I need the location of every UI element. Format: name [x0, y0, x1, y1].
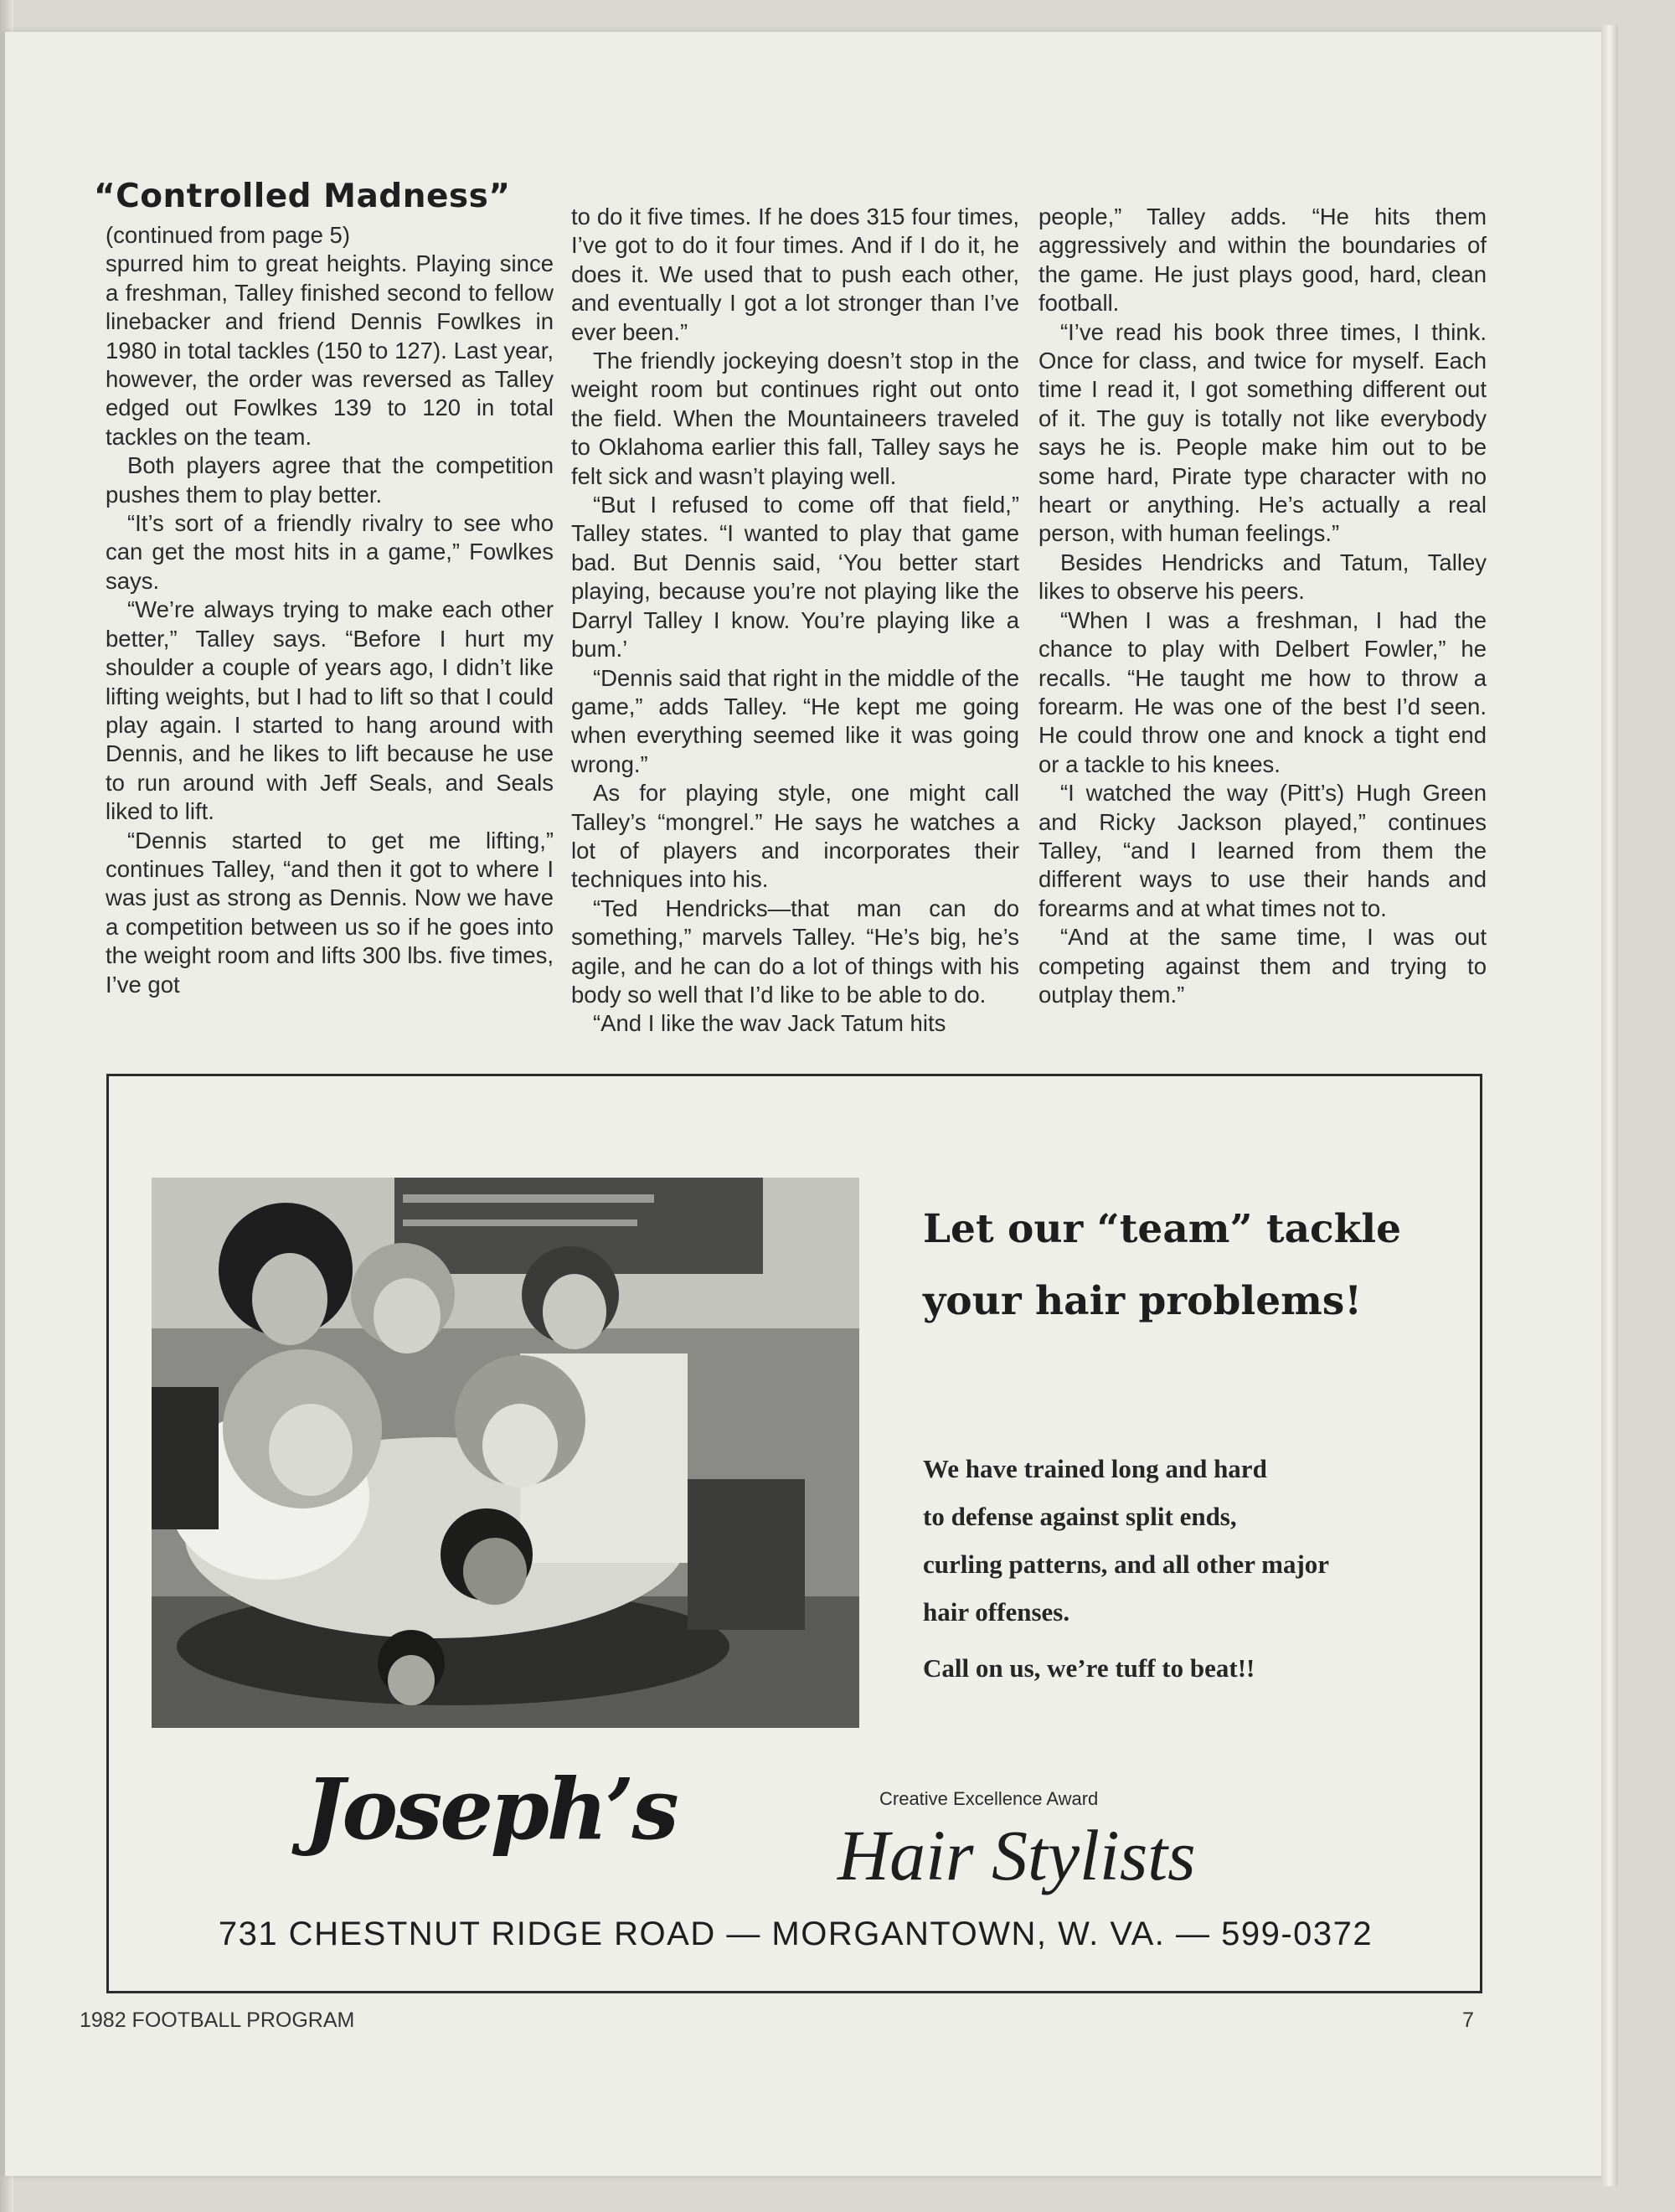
article-paragraph: “Ted Hendricks—that man can do something,” marvels Talley. “He’s big, he’s agile, and he can do a lot of things with his body so well that I’d like to be able to do. [571, 895, 1019, 1008]
article-paragraph: “It’s sort of a friendly rivalry to see who can get the most hits in a game,” Fowlkes says. [106, 510, 554, 594]
article-headline: “Controlled Madness” [94, 178, 511, 215]
ad-body-line: curling patterns, and all other major [923, 1549, 1330, 1579]
page-number: 7 [1462, 2008, 1474, 2032]
ad-body-line: hair offenses. [923, 1597, 1070, 1627]
article-paragraph: “And I like the wav Jack Tatum hits [593, 1010, 946, 1037]
article-paragraph: to do it five times. If he does 315 four times, I’ve got to do it four times. And if I do it, he does it. We used that to push each other, and eventually I got a lot stronger than I’ve ever been.” [571, 204, 1019, 345]
article-paragraph: (continued from page 5) [106, 222, 350, 248]
article-paragraph: The friendly jockeying doesn’t stop in the weight room but continues right out onto the field. When the Mountaineers traveled to Oklahoma earlier this fall, Talley says he felt sick and wasn’t playing well. [571, 348, 1019, 489]
article-paragraph: “But I refused to come off that field,” Talley states. “I wanted to play that game bad. But Dennis said, ‘You better start playing, because you’re not playing like the Darryl Talley I know. You’re playing like a bum.’ [571, 492, 1019, 663]
advertisement-box [106, 1074, 1482, 1993]
brand-logo-script: Joseph’s [305, 1760, 677, 1859]
article-column-2 [571, 203, 1019, 1039]
article-paragraph: “And at the same time, I was out competing against them and trying to outplay them.” [1038, 924, 1487, 1008]
article-paragraph: people,” Talley adds. “He hits them aggressively and within the boundaries of the game. He just plays good, hard, clean football. [1038, 204, 1487, 317]
award-caption: Creative Excellence Award [879, 1788, 1099, 1809]
ad-team-photo [152, 1178, 859, 1728]
article-paragraph: “Dennis said that right in the middle of the game,” adds Talley. “He kept me going when everything seemed like it was going wrong.” [571, 664, 1019, 777]
article-paragraph: “When I was a freshman, I had the chance to play with Delbert Fowler,” he recalls. “He taught me how to throw a forearm. He was one of the best I’d seen. He could throw one and knock a tight end or a tackle to his knees. [1038, 606, 1487, 777]
page-edge [1601, 25, 1618, 2186]
article-paragraph: spurred him to great heights. Playing since a freshman, Talley finished second to fellow linebacker and friend Dennis Fowlkes in 1980 in total tackles (150 to 127). Last year, however, the order was reversed as Talley edged out Fowlkes 139 to 120 in total tackles on the team. [106, 250, 554, 450]
team-photo-illustration [152, 1178, 859, 1728]
ad-body-line: to defense against split ends, [923, 1502, 1237, 1531]
ad-call-line: Call on us, we’re tuff to beat!! [923, 1653, 1255, 1683]
ad-tagline: Let our “team” tackle your hair problems! [923, 1206, 1401, 1324]
article-paragraph: Besides Hendricks and Tatum, Talley likes to observe his peers. [1038, 549, 1487, 605]
article-paragraph: “Dennis started to get me lifting,” continues Talley, “and then it got to where I was just as strong as Dennis. Now we have a competition between us so if he goes into the weight room and lifts 300 lbs. five times, I’ve got [106, 827, 554, 998]
article-paragraph: “We’re always trying to make each other better,” Talley says. “Before I hurt my shoulder a couple of years ago, I didn’t like lifting weights, but I had to lift so that I could play again. I started to hang around with Dennis, and he likes to lift because he use to run around with Jeff Seals, and Seals liked to lift. [106, 596, 554, 825]
ad-body-line: We have trained long and hard [923, 1454, 1267, 1483]
brand-name: Hair Stylists [838, 1815, 1196, 1895]
article-paragraph: As for playing style, one might call Talley’s “mongrel.” He says he watches a lot of players and incorporates their techniques into his. [571, 780, 1019, 893]
footer-publication: 1982 FOOTBALL PROGRAM [80, 2008, 355, 2032]
article-paragraph: “I watched the way (Pitt’s) Hugh Green and Ricky Jackson played,” continues Talley, “and I learned from them the different ways to use their hands and forearms and at what times not to. [1038, 780, 1487, 921]
ad-body-copy [923, 1445, 1451, 1692]
article-paragraph: “I’ve read his book three times, I think. Once for class, and twice for myself. Each time I read it, I got something different out of it. The guy is totally not like everybody says he is. People make him out to be some hard, Pirate type character with no heart or anything. He’s actually a real person, with human feelings.” [1038, 318, 1487, 547]
article-column-3 [1038, 203, 1487, 1009]
ad-address: 731 CHESTNUT RIDGE ROAD — MORGANTOWN, W. VA. — 599-0372 [218, 1916, 1374, 1952]
article-paragraph: Both players agree that the competition pushes them to play better. [106, 452, 554, 508]
article-column-1 [106, 221, 554, 999]
